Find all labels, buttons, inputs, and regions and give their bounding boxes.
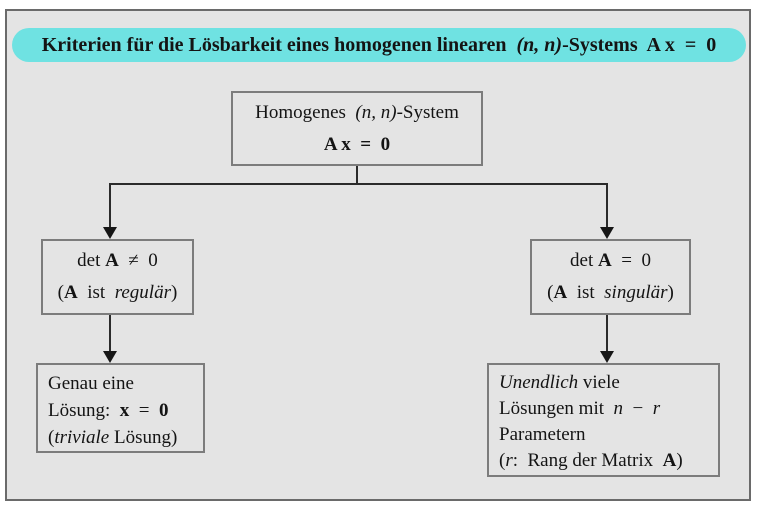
node-line: (r: Rang der Matrix A): [499, 450, 683, 471]
node-line: det A ≠ 0: [77, 250, 158, 271]
node-trivial-solution: [36, 363, 205, 453]
node-det-zero: [530, 239, 691, 315]
connector-horizontal: [109, 183, 607, 185]
arrowhead-down-right2: [600, 351, 614, 363]
node-infinite-solutions: [487, 363, 720, 477]
node-line: (triviale Lösung): [48, 427, 178, 448]
node-line: Parametern: [499, 424, 586, 445]
node-line: Genau eine: [48, 373, 134, 394]
node-line: (A ist regulär): [57, 282, 178, 303]
node-line: det A = 0: [570, 250, 651, 271]
arrowhead-down-left: [103, 227, 117, 239]
diagram-frame: [5, 9, 751, 501]
arrowhead-down-right: [600, 227, 614, 239]
title-banner: [12, 28, 746, 62]
node-line: Homogenes (n, n)-System: [255, 101, 459, 123]
title-text: Kriterien für die Lösbarkeit eines homogenen linearen (n, n)-Systems A x = 0: [41, 33, 717, 56]
node-det-nonzero: [41, 239, 194, 315]
connector-left-drop: [109, 183, 111, 227]
node-formula: A x = 0: [323, 133, 391, 155]
node-line: Lösung: x = 0: [48, 400, 169, 421]
node-homogeneous-system: [231, 91, 483, 166]
node-line: Unendlich viele: [499, 372, 620, 393]
arrowhead-down-left2: [103, 351, 117, 363]
connector-right-drop2: [606, 315, 608, 351]
connector-right-drop: [606, 183, 608, 227]
node-line: Lösungen mit n − r: [499, 398, 661, 419]
connector-left-drop2: [109, 315, 111, 351]
node-line: (A ist singulär): [547, 282, 674, 303]
connector-stem: [356, 166, 358, 184]
